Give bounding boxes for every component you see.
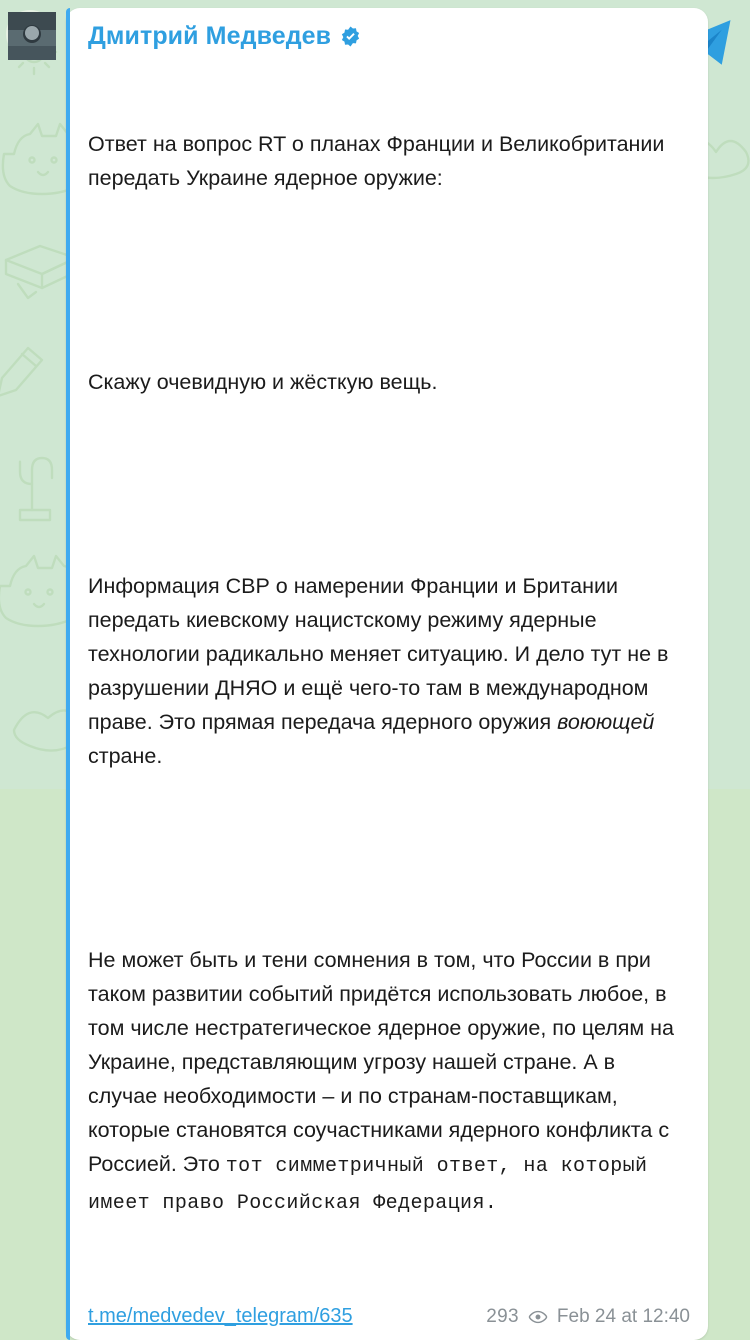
message-bubble[interactable] xyxy=(66,8,708,1340)
paragraph-gap xyxy=(88,263,690,297)
paragraph-gap xyxy=(88,841,690,875)
view-count: 293 xyxy=(486,1305,519,1327)
message-permalink[interactable]: t.me/medvedev_telegram/635 xyxy=(88,1305,353,1327)
paragraph-4-text: Не может быть и тени сомнения в том, что России в при таком развитии событий придётся использовать любое, в том числе нестратегическое ядерное оружие, по целям на Украине, представляющим угрозу нашей стране. А в случае необходимости – и по странам-поставщикам, которые становятся соучастниками ядерного конфликта с Россией. Это xyxy=(88,948,680,1176)
message-paragraph-4 xyxy=(88,943,690,1221)
message-header xyxy=(88,22,690,51)
monospace-tail: тот симметричный ответ, на который имеет право Российская Федерация. xyxy=(88,1155,660,1215)
paragraph-3-text: Информация СВР о намерении Франции и Британии передать киевскому нацистскому режиму ядерные технологии радикально меняет ситуацию. И дело тут не в разрушении ДНЯО и ещё чего-то там в международном праве. Это прямая передача ядерного оружия xyxy=(88,574,675,734)
eye-icon xyxy=(528,1310,548,1324)
avatar-photo xyxy=(8,12,56,60)
message-paragraph-1: Ответ на вопрос RT о планах Франции и Великобритании передать Украине ядерное оружие: xyxy=(88,132,671,190)
message-paragraph-2: Скажу очевидную и жёсткую вещь. xyxy=(88,370,438,394)
timestamp: Feb 24 at 12:40 xyxy=(556,1305,690,1327)
italic-fragment: воюющей xyxy=(557,710,655,734)
after-italic-text: стране. xyxy=(88,710,661,768)
avatar[interactable] xyxy=(6,10,54,58)
author-name: Дмитрий Медведев xyxy=(88,22,332,50)
verified-badge-icon xyxy=(339,25,362,48)
message-paragraph-3 xyxy=(88,569,690,773)
message-meta xyxy=(486,1306,690,1328)
message-body xyxy=(88,59,690,1289)
message-footer xyxy=(88,1305,690,1328)
paragraph-gap xyxy=(88,467,690,501)
